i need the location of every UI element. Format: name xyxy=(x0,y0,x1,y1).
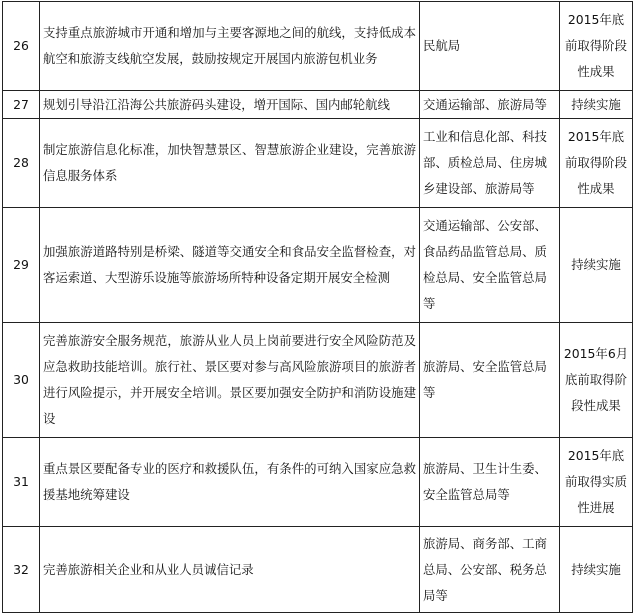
responsible-department: 民航局 xyxy=(420,2,560,91)
task-table xyxy=(2,1,633,613)
table-row xyxy=(3,2,633,91)
table-row xyxy=(3,323,633,438)
responsible-department: 旅游局、安全监管总局等 xyxy=(420,323,560,438)
row-number: 30 xyxy=(3,323,40,438)
responsible-department: 旅游局、商务部、工商总局、公安部、税务总局等 xyxy=(420,527,560,613)
task-description: 完善旅游相关企业和从业人员诚信记录 xyxy=(40,527,420,613)
time-requirement: 持续实施 xyxy=(560,91,633,119)
time-requirement: 2015年6月底前取得阶段性成果 xyxy=(560,323,633,438)
responsible-department: 交通运输部、公安部、食品药品监管总局、质检总局、安全监管总局等 xyxy=(420,208,560,323)
row-number: 31 xyxy=(3,438,40,527)
row-number: 29 xyxy=(3,208,40,323)
task-description: 支持重点旅游城市开通和增加与主要客源地之间的航线，支持低成本航空和旅游支线航空发展，鼓励按规定开展国内旅游包机业务 xyxy=(40,2,420,91)
row-number: 28 xyxy=(3,119,40,208)
time-requirement: 2015年底前取得实质性进展 xyxy=(560,438,633,527)
responsible-department: 交通运输部、旅游局等 xyxy=(420,91,560,119)
time-requirement: 持续实施 xyxy=(560,208,633,323)
task-description: 完善旅游安全服务规范，旅游从业人员上岗前要进行安全风险防范及应急救助技能培训。旅行社、景区要对参与高风险旅游项目的旅游者进行风险提示，并开展安全培训。景区要加强安全防护和消防设施建设 xyxy=(40,323,420,438)
responsible-department: 旅游局、卫生计生委、安全监管总局等 xyxy=(420,438,560,527)
table-row xyxy=(3,208,633,323)
table-row xyxy=(3,119,633,208)
table-row xyxy=(3,438,633,527)
time-requirement: 持续实施 xyxy=(560,527,633,613)
table-row xyxy=(3,91,633,119)
row-number: 32 xyxy=(3,527,40,613)
task-description: 重点景区要配备专业的医疗和救援队伍，有条件的可纳入国家应急救援基地统筹建设 xyxy=(40,438,420,527)
time-requirement: 2015年底前取得阶段性成果 xyxy=(560,119,633,208)
task-description: 规划引导沿江沿海公共旅游码头建设，增开国际、国内邮轮航线 xyxy=(40,91,420,119)
table-row xyxy=(3,527,633,613)
task-description: 制定旅游信息化标准，加快智慧景区、智慧旅游企业建设，完善旅游信息服务体系 xyxy=(40,119,420,208)
task-description: 加强旅游道路特别是桥梁、隧道等交通安全和食品安全监督检查，对客运索道、大型游乐设施等旅游场所特种设备定期开展安全检测 xyxy=(40,208,420,323)
time-requirement: 2015年底前取得阶段性成果 xyxy=(560,2,633,91)
responsible-department: 工业和信息化部、科技部、质检总局、住房城乡建设部、旅游局等 xyxy=(420,119,560,208)
row-number: 27 xyxy=(3,91,40,119)
row-number: 26 xyxy=(3,2,40,91)
